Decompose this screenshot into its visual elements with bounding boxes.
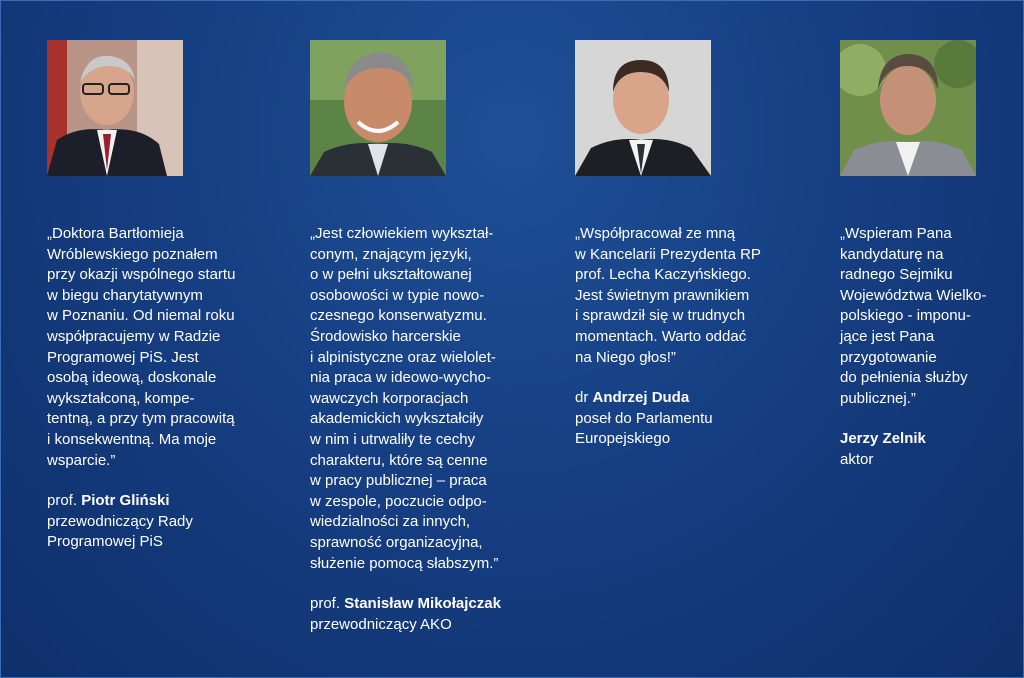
endorser-role: aktor xyxy=(840,450,874,468)
endorser-title: prof. xyxy=(47,492,82,510)
endorsement-quote: „Współpracował ze mną w Kancelarii Prezydenta RP prof. Lecha Kaczyńskiego. Jest świetnym prawnikiem i sprawdził się w trudnych momentach. Warto oddać na Niego głos!” xyxy=(575,225,761,366)
portrait-photo xyxy=(47,40,183,176)
endorser-signature xyxy=(47,491,277,553)
endorsement-quote: „Doktora Bartłomieja Wróblewskiego poznałem przy okazji wspólnego startu w biegu charytatywnym w Poznaniu. Od niemal roku współpracujemy w Radzie Programowej PiS. Jest osobą ideową, doskonale wykształconą, kompe- tentną, a przy tym pracowitą i konsekwentną. Ma moje wsparcie.” xyxy=(47,225,236,469)
endorser-signature xyxy=(310,594,525,635)
endorsement-quote: „Jest człowiekiem wykształ- conym, znającym języki, o w pełni ukształtowanej osobowości w typie nowo- czesnego konserwatyzmu. Środowisko harcerskie i alpinistyczne oraz wielolet- nia praca w ideowo-wycho- wawczych korporacjach akademickich wykształciły w nim i utrwaliły te cechy charakteru, które są cenne w pracy publicznej – praca w zespole, poczucie odpo- wiedzialności za innych, sprawność organizacyjna, służenie pomocą słabszym.” xyxy=(310,225,499,572)
endorser-role: przewodniczący AKO xyxy=(310,615,452,633)
portrait-photo xyxy=(310,40,446,176)
endorser-name: Stanisław Mikołajczak xyxy=(344,595,501,613)
endorser-name: Jerzy Zelnik xyxy=(840,430,926,448)
endorser-name: Andrzej Duda xyxy=(592,389,690,407)
endorsement-quote: „Wspieram Pana kandydaturę na radnego Sejmiku Województwa Wielko- polskiego - imponu- jące jest Pana przygotowanie do pełnienia służby publicznej.” xyxy=(840,225,987,407)
endorsement-card xyxy=(310,40,525,635)
endorsement-card xyxy=(575,40,805,450)
endorser-title: dr xyxy=(575,389,593,407)
endorsement-card xyxy=(47,40,277,553)
endorser-role: poseł do Parlamentu Europejskiego xyxy=(575,409,713,448)
portrait-photo xyxy=(575,40,711,176)
endorsement-card xyxy=(840,40,1020,471)
endorser-name: Piotr Gliński xyxy=(81,492,170,510)
endorser-signature xyxy=(575,388,805,450)
portrait-photo xyxy=(840,40,976,176)
endorser-role: przewodniczący Rady Programowej PiS xyxy=(47,512,193,551)
endorser-signature xyxy=(840,429,1020,470)
endorser-title: prof. xyxy=(310,595,345,613)
